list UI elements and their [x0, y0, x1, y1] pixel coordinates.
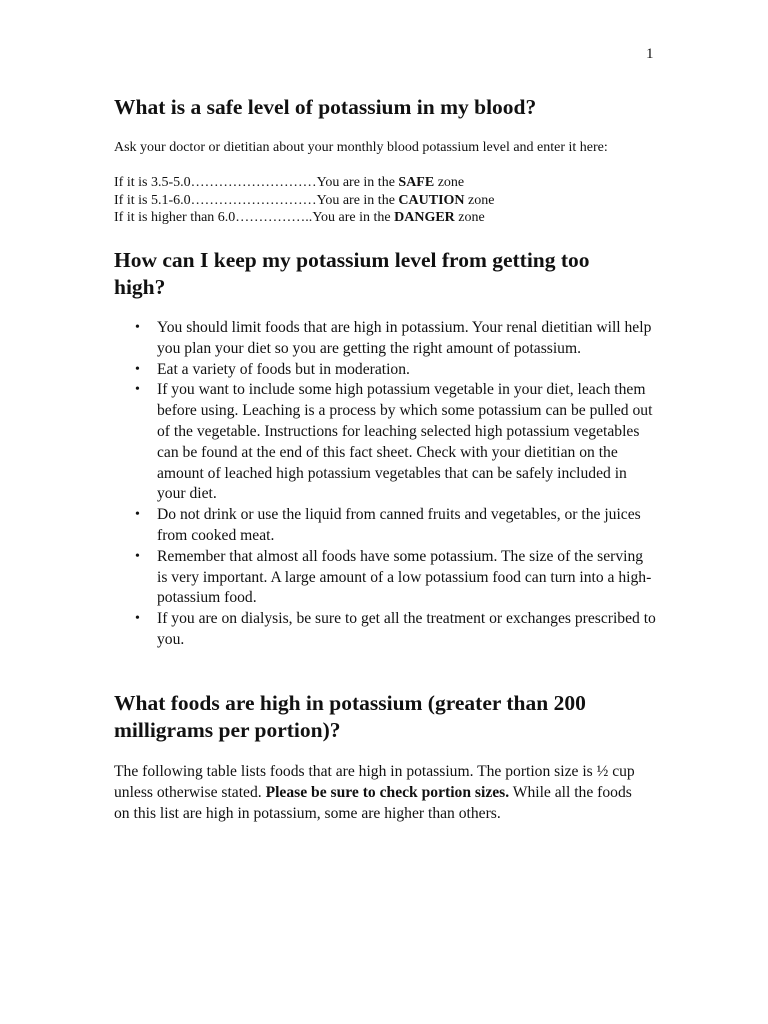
para-text-end: While all the foods on this list are high in potassium, some are higher than others.: [114, 784, 632, 822]
zone-row-safe: [114, 174, 494, 192]
potassium-zones-list: [114, 174, 494, 227]
page-number: 1: [646, 46, 654, 62]
zone-suffix: zone: [464, 192, 495, 208]
heading-keep-level: How can I keep my potassium level from getting too high?: [114, 248, 590, 299]
zone-prefix: You are in the: [316, 175, 399, 190]
list-item: • You should limit foods that are high in potassium. Your renal dietitian will help you plan your diet so you are getting the right amount of potassium.: [157, 318, 657, 360]
list-item: • Eat a variety of foods but in moderation.: [157, 360, 657, 381]
intro-text: Ask your doctor or dietitian about your monthly blood potassium level and enter it here:: [114, 140, 608, 155]
heading-safe-level: What is a safe level of potassium in my blood?: [114, 95, 537, 119]
zone-range: If it is 5.1-6.0………………………: [114, 192, 317, 208]
table-intro-paragraph: [114, 761, 644, 824]
list-item: • Do not drink or use the liquid from canned fruits and vegetables, or the juices from cooked meat.: [157, 505, 657, 547]
para-text-start: The following table lists foods that are high in potassium. The portion size is ½ cup unless otherwise stated.: [114, 763, 635, 801]
zone-row-danger: [114, 209, 494, 227]
zone-label: CAUTION: [398, 192, 465, 208]
zone-suffix: zone: [434, 175, 465, 190]
list-item: • If you want to include some high potassium vegetable in your diet, leach them before using. Leaching is a process by which some potassium can be pulled out of the vegetable. Instructions for leaching selected high potassium vegetables can be found at the end of this fact sheet. Check with your dietitian on the amount of leached high potassium vegetables that can be safely included in your diet.: [157, 380, 657, 505]
advice-list: [157, 318, 657, 651]
zone-label: SAFE: [398, 175, 435, 190]
list-item: • If you are on dialysis, be sure to get all the treatment or exchanges prescribed to you.: [157, 609, 657, 651]
para-text-bold: Please be sure to check portion sizes.: [265, 784, 510, 801]
heading-high-foods: What foods are high in potassium (greater than 200 milligrams per portion)?: [114, 691, 586, 742]
zone-range: If it is higher than 6.0……………..: [114, 210, 313, 225]
zone-range: If it is 3.5-5.0………………………: [114, 175, 317, 190]
list-item: • Remember that almost all foods have some potassium. The size of the serving is very important. A large amount of a low potassium food can turn into a high- potassium food.: [157, 547, 657, 609]
zone-prefix: You are in the: [312, 210, 395, 225]
zone-label: DANGER: [394, 210, 455, 225]
zone-suffix: zone: [454, 210, 485, 225]
zone-row-caution: [114, 192, 494, 210]
zone-prefix: You are in the: [316, 192, 399, 208]
